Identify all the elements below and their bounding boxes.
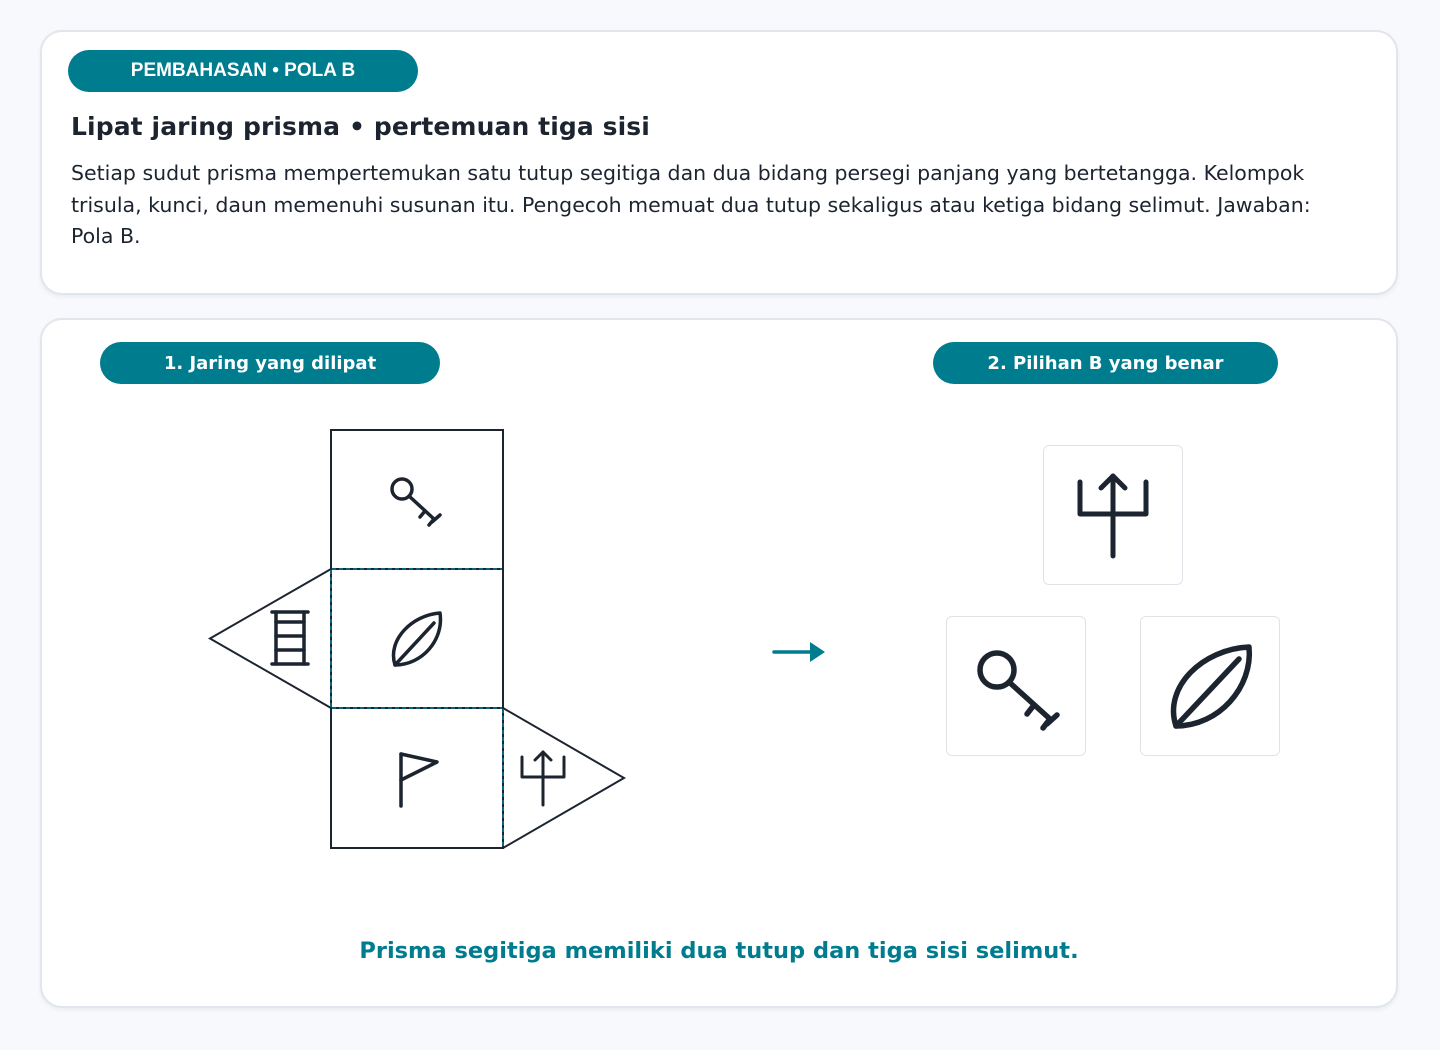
flag-icon bbox=[401, 754, 437, 806]
net-square-bottom bbox=[331, 708, 503, 848]
arrow-right-icon bbox=[774, 642, 825, 662]
explanation-card bbox=[40, 30, 1398, 295]
answer-tile-right bbox=[1140, 616, 1280, 756]
step-label-answer: 2. Pilihan B yang benar bbox=[933, 342, 1278, 384]
trident-icon bbox=[522, 752, 564, 805]
net-triangle-left bbox=[210, 569, 331, 708]
caption-text: Prisma segitiga memiliki dua tutup dan tiga sisi selimut. bbox=[359, 938, 1079, 964]
net-square-top bbox=[331, 430, 503, 569]
illustration-card bbox=[40, 318, 1398, 1008]
step-label-net: 1. Jaring yang dilipat bbox=[100, 342, 440, 384]
net-square-middle bbox=[331, 569, 503, 708]
answer-tile-top bbox=[1043, 445, 1183, 585]
trident-icon bbox=[1080, 476, 1146, 556]
leaf-icon bbox=[1174, 647, 1250, 726]
key-icon bbox=[980, 653, 1057, 728]
leaf-icon bbox=[393, 613, 440, 665]
ladder-icon bbox=[272, 612, 308, 664]
explanation-text: Setiap sudut prisma mempertemukan satu tutup segitiga dan dua bidang persegi panjang yang bertetangga. Kelompok trisula, kunci, daun memenuhi susunan itu. Pengecoh memuat dua tutup sekaligus atau ketiga bidang selimut. Jawaban: Pola B. bbox=[71, 161, 1311, 248]
page-title: Lipat jaring prisma • pertemuan tiga sisi bbox=[71, 112, 650, 141]
key-icon bbox=[392, 479, 440, 525]
section-badge: PEMBAHASAN • POLA B bbox=[68, 50, 418, 92]
answer-tile-left bbox=[946, 616, 1086, 756]
